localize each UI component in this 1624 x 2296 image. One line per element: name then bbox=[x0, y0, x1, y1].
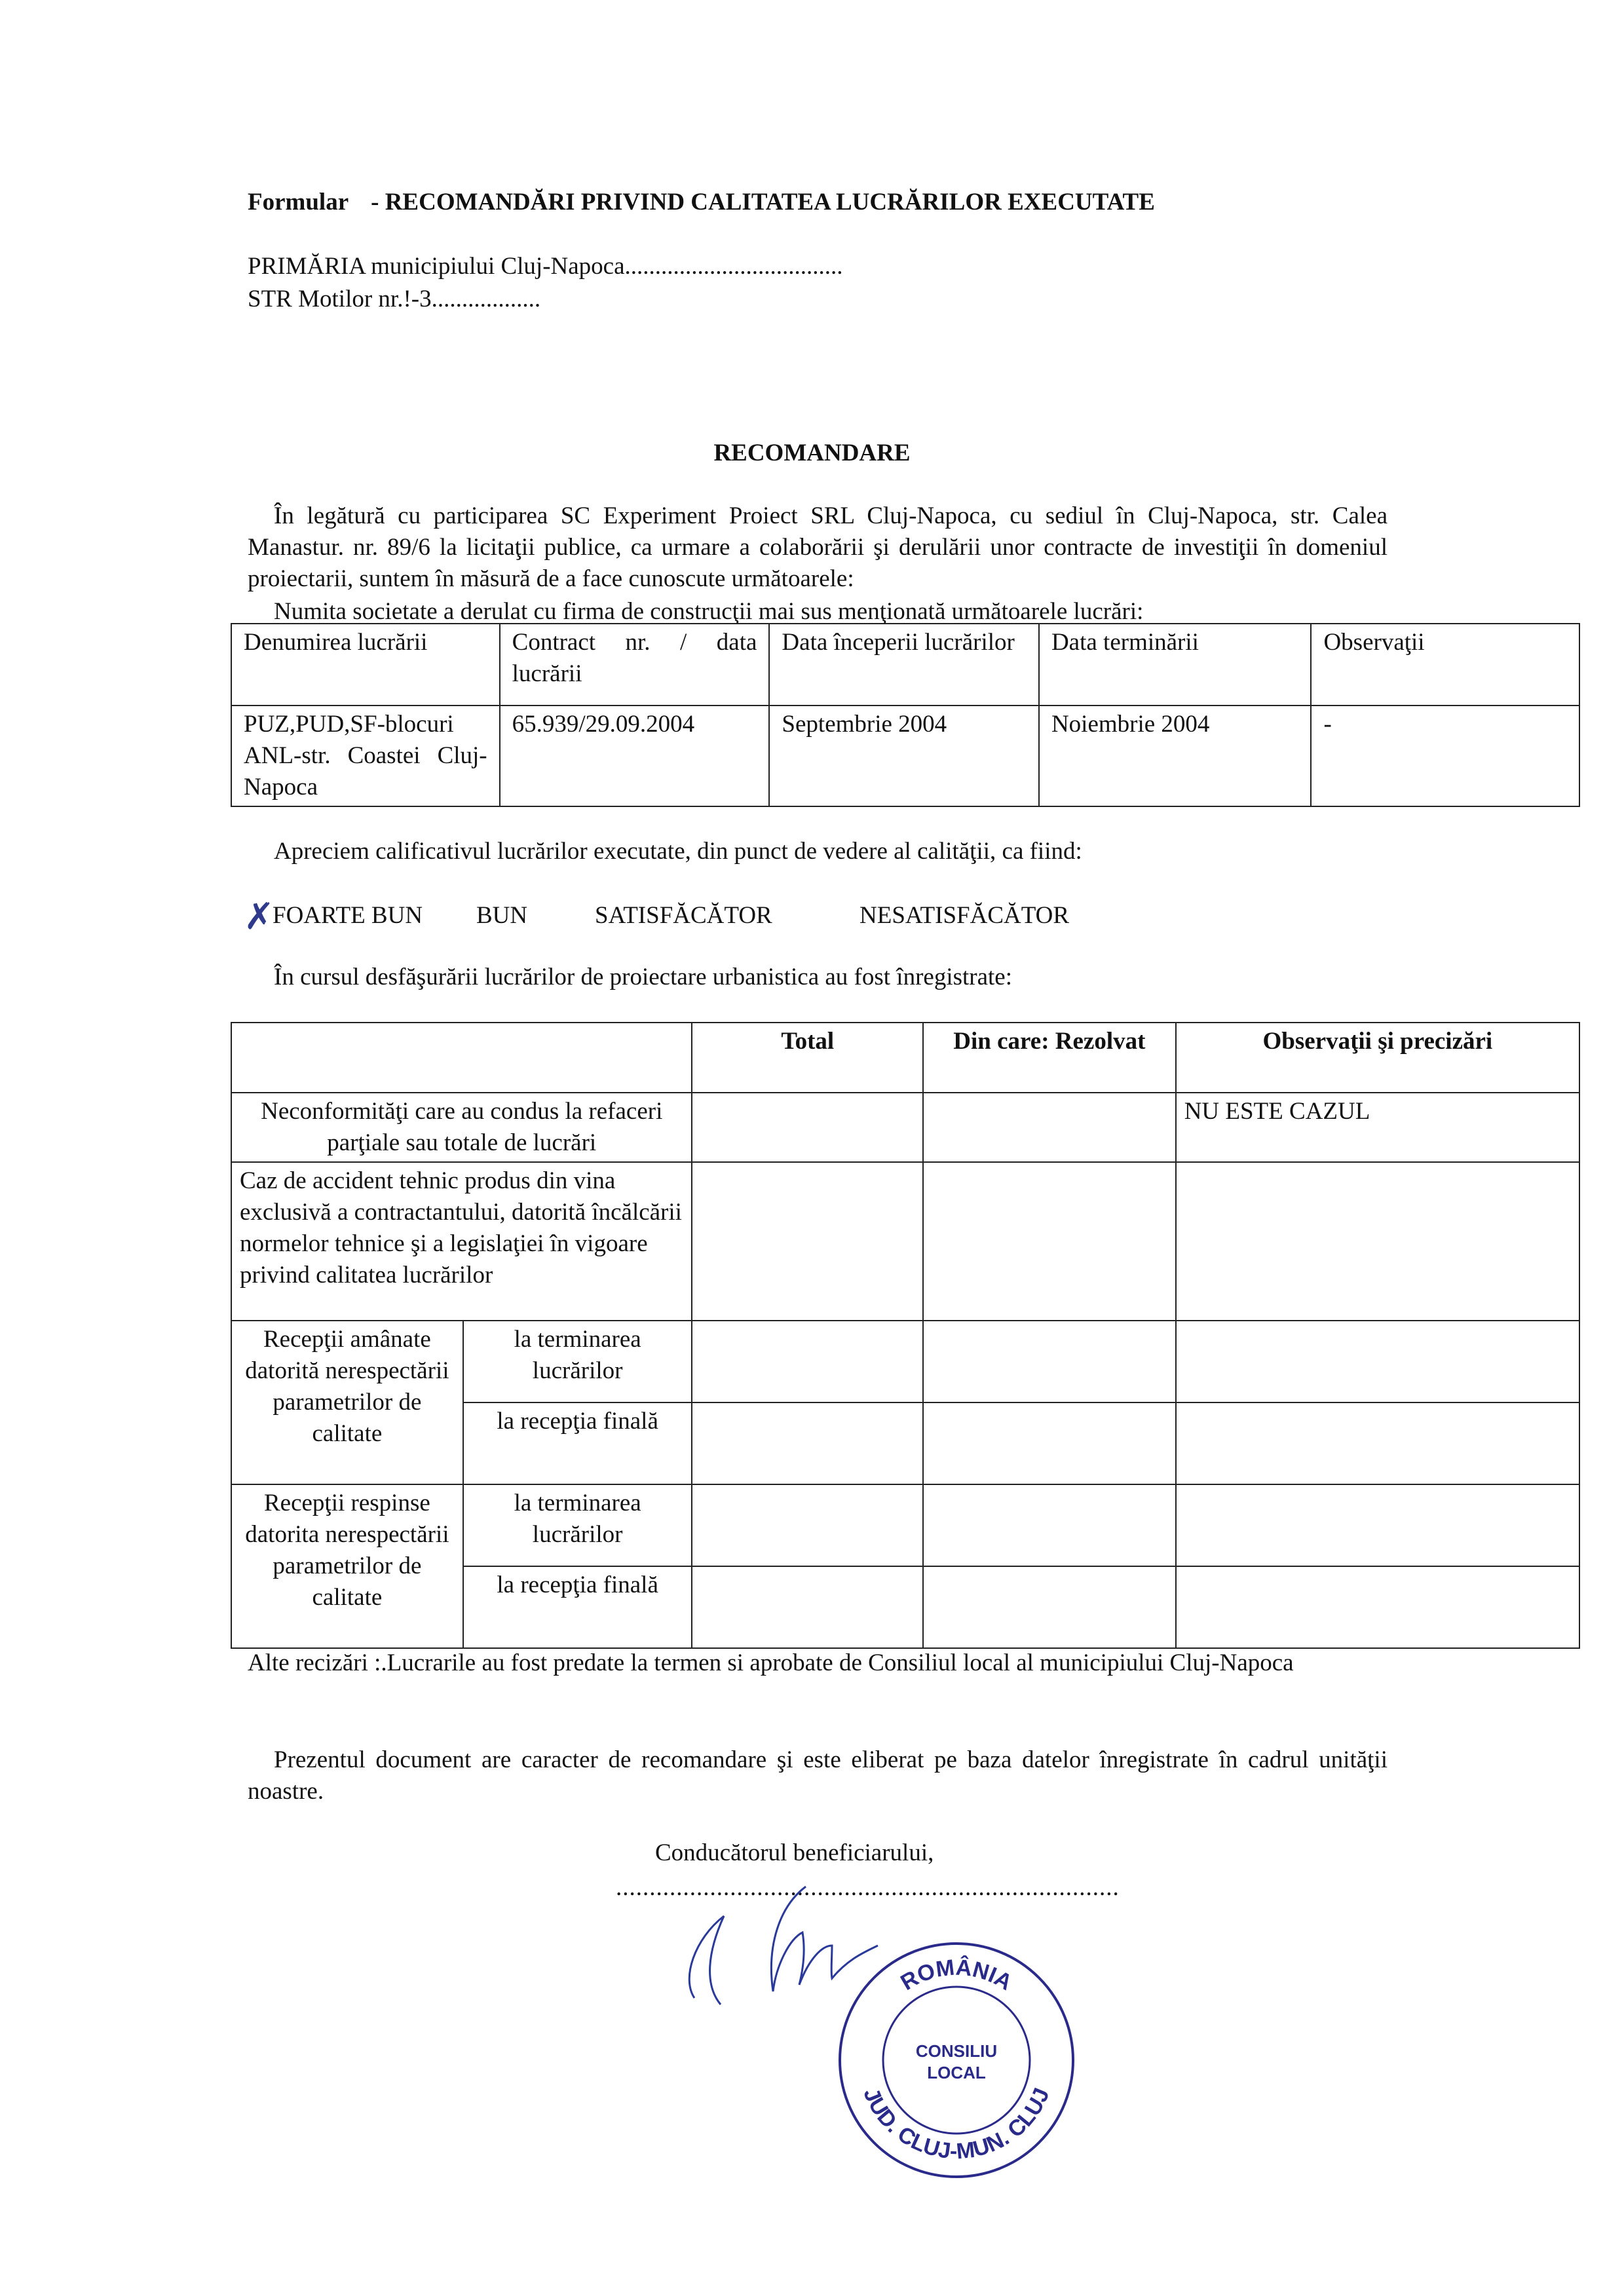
table-row bbox=[231, 1093, 1579, 1162]
quality-header-row bbox=[231, 1023, 1579, 1093]
intro-paragraph: În legătură cu participarea SC Experiment Proiect SRL Cluj-Napoca, cu sediul în Cluj-Napoca, str. Calea Manastur. nr. 89/6 la licitaţii publice, ca urmare a colaborării şi derulării unor contracte de investiţii în domeniul proiectarii, suntem în măsură de a face cunoscute următoarele: bbox=[248, 502, 1388, 593]
table-cell bbox=[692, 1093, 923, 1162]
rating-option: SATISFĂCĂTOR bbox=[595, 902, 772, 929]
stamp-center-line-2: LOCAL bbox=[927, 2063, 986, 2082]
table-cell bbox=[923, 1484, 1176, 1566]
table-cell bbox=[1176, 1162, 1579, 1321]
row-label-postponed: Recepţii amânate datorită nerespectării parametrilor de calitate bbox=[231, 1321, 463, 1484]
form-title: - RECOMANDĂRI PRIVIND CALITATEA LUCRĂRILOR EXECUTATE bbox=[371, 189, 1155, 216]
works-cell-start: Septembrie 2004 bbox=[769, 706, 1039, 806]
works-header-cell: Observaţii bbox=[1311, 624, 1579, 706]
table-row bbox=[231, 1162, 1579, 1321]
form-header bbox=[248, 187, 1155, 218]
row-label-rejected: Recepţii respinse datorita nerespectării parametrilor de calitate bbox=[231, 1484, 463, 1648]
quality-header-resolved: Din care: Rezolvat bbox=[923, 1023, 1176, 1093]
table-cell bbox=[1176, 1402, 1579, 1484]
quality-table bbox=[231, 1022, 1580, 1649]
sub-label-termination: la terminarea lucrărilor bbox=[463, 1321, 692, 1402]
works-cell-contract: 65.939/29.09.2004 bbox=[500, 706, 770, 806]
table-cell bbox=[692, 1566, 923, 1648]
table-cell bbox=[923, 1402, 1176, 1484]
rating-option: NESATISFĂCĂTOR bbox=[859, 902, 1070, 929]
sub-label-termination: la terminarea lucrărilor bbox=[463, 1484, 692, 1566]
table-cell bbox=[923, 1566, 1176, 1648]
works-cell-observations: - bbox=[1311, 706, 1579, 806]
table-row bbox=[231, 706, 1579, 806]
works-cell-end: Noiembrie 2004 bbox=[1039, 706, 1312, 806]
row-label-accident: Caz de accident tehnic produs din vina exclusivă a contractantului, datorită încălcării normelor tehnice şi a legislaţiei în vigoare privind calitatea lucrărilor bbox=[231, 1162, 692, 1321]
quality-header-empty bbox=[231, 1023, 692, 1093]
issuer-line: PRIMĂRIA municipiului Cluj-Napoca.................................... bbox=[248, 253, 843, 280]
table-cell bbox=[692, 1484, 923, 1566]
sub-label-final: la recepţia finală bbox=[463, 1566, 692, 1648]
works-header-cell: Denumirea lucrării bbox=[231, 624, 500, 706]
row-nonconformity-observation: NU ESTE CAZUL bbox=[1176, 1093, 1579, 1162]
selected-x-mark: ✗ bbox=[244, 895, 274, 938]
stamp-center-line-1: CONSILIU bbox=[915, 2041, 998, 2061]
course-text: În cursul desfăşurării lucrărilor de proiectare urbanistica au fost înregistrate: bbox=[274, 964, 1013, 990]
rating-option: BUN bbox=[476, 902, 528, 929]
table-cell bbox=[923, 1321, 1176, 1402]
table-cell bbox=[1176, 1321, 1579, 1402]
form-label: Formular bbox=[248, 189, 349, 216]
signature-role: Conducătorul beneficiarului, bbox=[655, 1839, 934, 1866]
stamp-bottom-text: JUD. CLUJ-MUN. CLUJ bbox=[858, 2084, 1055, 2164]
address-line: STR Motilor nr.!-3.................. bbox=[248, 286, 541, 312]
table-cell bbox=[692, 1321, 923, 1402]
table-cell bbox=[692, 1402, 923, 1484]
works-table-header-row bbox=[231, 624, 1579, 706]
table-cell bbox=[692, 1162, 923, 1321]
quality-header-total: Total bbox=[692, 1023, 923, 1093]
document-title: RECOMANDARE bbox=[713, 440, 911, 466]
intro-line-2: Numita societate a derulat cu firma de construcţii mai sus menţionată următoarele lucrări: bbox=[274, 598, 1144, 625]
works-header-cell: Data terminării bbox=[1039, 624, 1312, 706]
table-cell bbox=[923, 1093, 1176, 1162]
table-row bbox=[231, 1321, 1579, 1402]
appreciation-text: Apreciem calificativul lucrărilor executate, din punct de vedere al calităţii, ca fiind: bbox=[274, 838, 1082, 865]
works-cell-name: PUZ,PUD,SF-blocuri ANL-str. Coastei Cluj-Napoca bbox=[231, 706, 500, 806]
table-row bbox=[231, 1484, 1579, 1566]
signature-dots: ........................................................................... bbox=[616, 1874, 1120, 1901]
other-notes: Alte recizări :.Lucrarile au fost predate la termen si aprobate de Consiliul local al municipiului Cluj-Napoca bbox=[248, 1649, 1294, 1676]
row-label-nonconformity: Neconformităţi care au condus la refaceri parţiale sau totale de lucrări bbox=[231, 1093, 692, 1162]
table-cell bbox=[923, 1162, 1176, 1321]
sub-label-final: la recepţia finală bbox=[463, 1402, 692, 1484]
quality-header-observations: Observaţii şi precizări bbox=[1176, 1023, 1579, 1093]
official-stamp bbox=[832, 1936, 1081, 2185]
rating-option: FOARTE BUN bbox=[273, 902, 423, 929]
works-header-cell: Data începerii lucrărilor bbox=[769, 624, 1039, 706]
table-cell bbox=[1176, 1566, 1579, 1648]
table-cell bbox=[1176, 1484, 1579, 1566]
works-table bbox=[231, 623, 1580, 807]
stamp-top-text: ROMÂNIA bbox=[896, 1955, 1017, 1995]
works-header-cell: Contract nr. / data lucrării bbox=[500, 624, 770, 706]
closing-paragraph: Prezentul document are caracter de recomandare şi este eliberat pe baza datelor înregistrate în cadrul unităţii noastre. bbox=[248, 1746, 1388, 1805]
